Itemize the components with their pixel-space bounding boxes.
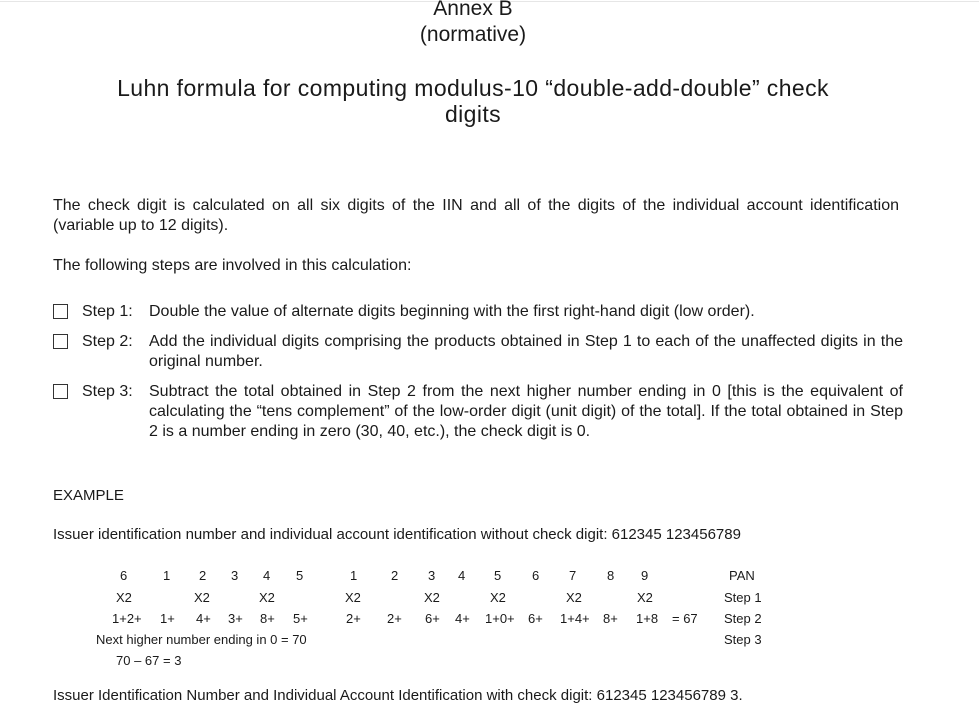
step-3-label: Step 3: [82, 383, 133, 400]
step-2-checkbox[interactable] [53, 334, 68, 349]
title-line-1: Luhn formula for computing modulus-10 “double-add-double” check [117, 75, 829, 101]
digit-cell: 4 [458, 568, 466, 583]
sum-cell: 4+ [455, 611, 470, 626]
row-label-step-1: Step 1 [724, 590, 762, 605]
step-1-checkbox[interactable] [53, 304, 68, 319]
sum-cell: 1+8 [636, 611, 659, 626]
x2-cell: X2 [424, 590, 440, 605]
step-3-text: Subtract the total obtained in Step 2 from the next higher number ending in 0 [this is the equivalent of calculating the “tens complement” of the low-order digit (unit digit) of the total]. If the total obtained in Step 2 is a number ending in zero (30, 40, etc.), the check digit is 0. [149, 383, 903, 440]
calc-line: 70 – 67 = 3 [116, 653, 182, 668]
x2-cell: X2 [637, 590, 653, 605]
digit-cell: 4 [263, 568, 271, 583]
total-cell: = 67 [672, 611, 698, 626]
digit-cell: 6 [120, 568, 128, 583]
intro-paragraph: The check digit is calculated on all six digits of the IIN and all of the digits of the individual account identification (variable up to 12 digits). [53, 197, 899, 234]
digit-cell: 3 [231, 568, 239, 583]
step-1-label: Step 1: [82, 303, 133, 320]
row-label-pan: PAN [729, 568, 755, 583]
step-2-text: Add the individual digits comprising the products obtained in Step 1 to each of the unaffected digits in the original number. [149, 333, 903, 370]
normative-label: (normative) [419, 23, 527, 46]
sum-cell: 1+2+ [112, 611, 142, 626]
next-higher-line: Next higher number ending in 0 = 70 [96, 632, 307, 647]
example-heading: EXAMPLE [53, 487, 124, 504]
sum-cell: 8+ [260, 611, 275, 626]
step-3-checkbox[interactable] [53, 384, 68, 399]
sum-cell: 4+ [196, 611, 211, 626]
sum-cell: 2+ [387, 611, 402, 626]
sum-cell: 5+ [293, 611, 308, 626]
x2-cell: X2 [490, 590, 506, 605]
digit-cell: 2 [199, 568, 207, 583]
x2-cell: X2 [116, 590, 132, 605]
step-1-text: Double the value of alternate digits beginning with the first right-hand digit (low order). [149, 303, 755, 320]
x2-cell: X2 [259, 590, 275, 605]
row-label-step-3: Step 3 [724, 632, 762, 647]
digit-cell: 6 [532, 568, 540, 583]
digit-cell: 5 [494, 568, 502, 583]
digit-cell: 1 [350, 568, 358, 583]
x2-cell: X2 [194, 590, 210, 605]
sum-cell: 1+ [160, 611, 175, 626]
page-title [0, 75, 946, 127]
sum-cell: 3+ [228, 611, 243, 626]
digit-cell: 9 [641, 568, 649, 583]
digit-cell: 8 [607, 568, 615, 583]
sum-cell: 8+ [603, 611, 618, 626]
steps-intro: The following steps are involved in this calculation: [53, 257, 412, 274]
sum-cell: 1+4+ [560, 611, 590, 626]
x2-cell: X2 [345, 590, 361, 605]
sum-cell: 2+ [346, 611, 361, 626]
final-line: Issuer Identification Number and Individual Account Identification with check digit: 612345 123456789 3. [53, 687, 743, 704]
digit-cell: 3 [428, 568, 436, 583]
row-label-step-2: Step 2 [724, 611, 762, 626]
digit-cell: 7 [569, 568, 577, 583]
digit-cell: 2 [391, 568, 399, 583]
issuer-line: Issuer identification number and individual account identification without check digit: 612345 123456789 [53, 526, 741, 543]
digit-cell: 1 [163, 568, 171, 583]
title-line-2: digits [444, 101, 502, 127]
annex-label: Annex B [433, 0, 513, 20]
sum-cell: 6+ [425, 611, 440, 626]
sum-cell: 1+0+ [485, 611, 515, 626]
step-2-label: Step 2: [82, 333, 133, 350]
digit-cell: 5 [296, 568, 304, 583]
sum-cell: 6+ [528, 611, 543, 626]
x2-cell: X2 [566, 590, 582, 605]
